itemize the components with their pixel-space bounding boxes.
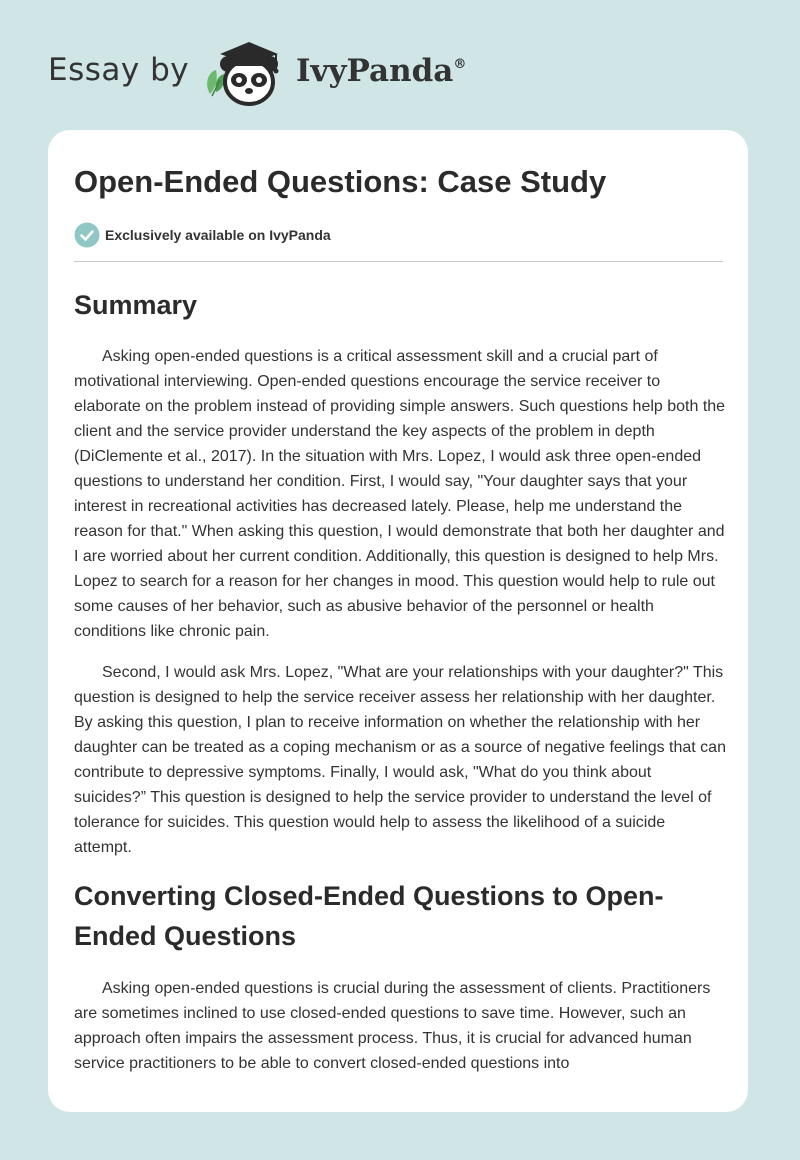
exclusive-badge [74,222,331,248]
registered-mark: ® [453,56,467,72]
section-heading-summary: Summary [74,290,198,320]
article-body [74,280,726,1092]
site-header [0,0,800,130]
brand-name: IvyPanda [296,53,454,89]
paragraph: Asking open-ended questions is crucial during the assessment of clients. Practitioners are sometimes inclined to use closed-ended questions to save time. However, such an approach often impairs the assessment process. Thus, it is crucial for advanced human service practitioners to be able to convert closed-ended questions into [74,980,711,1072]
article-card [48,130,748,1112]
paragraph: Asking open-ended questions is a critical assessment skill and a crucial part of motivational interviewing. Open-ended questions encourage the service receiver to elaborate on the problem instead of providing simple answers. Such questions help both the client and the service provider understand the key aspects of the problem in depth (DiClemente et al., 2017). In the situation with Mrs. Lopez, I would ask three open-ended questions to understand her condition. First, I would say, "Your daughter says that your interest in recreational activities has decreased lately. Please, help me understand the reason for that." When asking this question, I would demonstrate that both her daughter and I are worried about her current condition. Additionally, this question is designed to help Mrs. Lopez to search for a reason for her changes in mood. This question would help to rule out some causes of her behavior, such as abusive behavior of the personnel or health conditions like chronic pain. [74,348,726,640]
brand-logo-text[interactable] [296,53,466,89]
checkmark-badge-icon [74,222,100,248]
essay-by-label: Essay by [48,52,190,88]
page-title: Open-Ended Questions: Case Study [74,164,607,199]
divider [74,261,723,262]
exclusive-label: Exclusively available on IvyPanda [105,227,331,243]
panda-graduate-icon[interactable] [200,34,296,110]
paragraph: Second, I would ask Mrs. Lopez, "What are your relationships with your daughter?" This question is designed to help the service receiver assess her relationship with her daughter. By asking this question, I plan to receive information on whether the relationship with her daughter can be treated as a coping mechanism or as a source of negative feelings that can contribute to depressive symptoms. Finally, I would ask, "What do you think about suicides?” This question is designed to help the service provider to understand the level of tolerance for suicides. This question would help to assess the likelihood of a suicide attempt. [74,664,726,856]
section-heading-converting: Converting Closed-Ended Questions to Open-Ended Questions [74,881,664,951]
